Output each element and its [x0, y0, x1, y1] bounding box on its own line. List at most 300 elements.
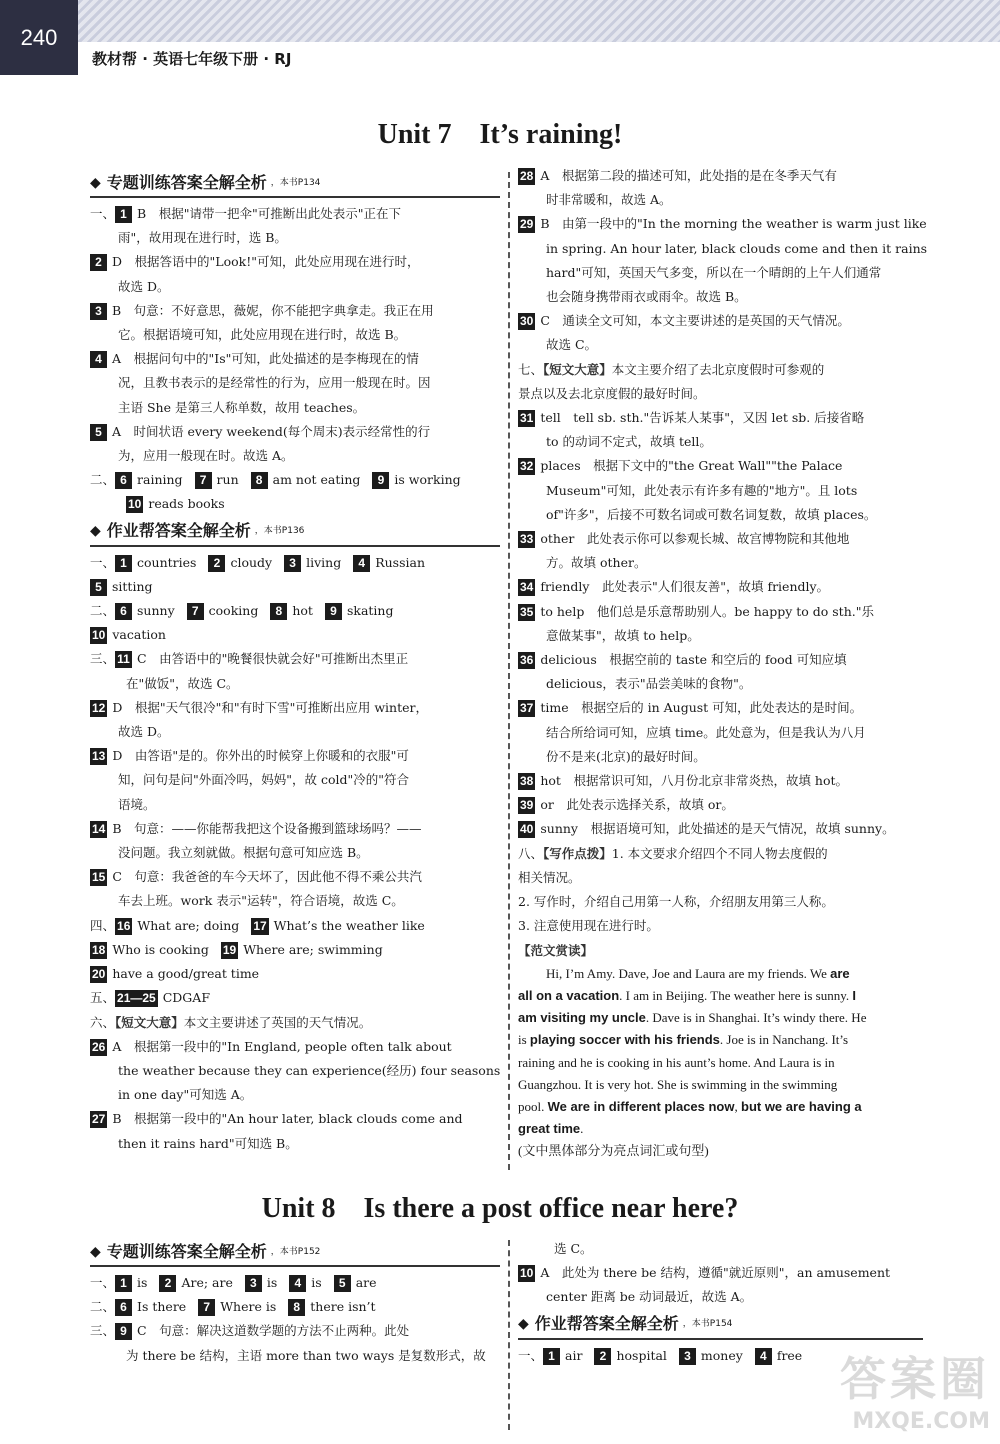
- essay-line: Hi, I’m Amy. Dave, Joe and Laura are my friends. We are: [546, 965, 850, 981]
- question-number: 5: [334, 1275, 351, 1292]
- answer-text: to 的动词不定式，故填 tell。: [546, 434, 712, 450]
- answer-text: sunny 根据语境可知，此处描述的是天气情况，故填 sunny。: [540, 821, 895, 837]
- diamond-icon: ◆: [518, 1316, 529, 1333]
- answer-line: [90, 1035, 500, 1059]
- watermark-logo: 答案圈: [840, 1352, 990, 1406]
- answer-line: [90, 768, 500, 792]
- answer-text: D 根据答语中的"Look!"可知，此处应用现在进行时，: [112, 254, 420, 270]
- model-essay: [518, 963, 923, 1163]
- answer-text: What’s the weather like: [273, 917, 425, 933]
- question-number: 29: [520, 217, 534, 232]
- answer-text: have a good/great time: [112, 966, 260, 982]
- highlight-phrase: great time: [518, 1121, 581, 1137]
- question-number: 6: [115, 472, 132, 489]
- question-number: 40: [520, 822, 534, 837]
- question-number: 5: [90, 579, 107, 596]
- answer-line: [518, 721, 923, 745]
- answer-line: [518, 551, 923, 575]
- question-number: 8: [270, 603, 287, 620]
- tag-label: 【范文赏读】: [518, 942, 594, 958]
- answer-text: is: [266, 1275, 278, 1290]
- watermark-url: MXQE.COM: [852, 1409, 990, 1434]
- question-number: 16: [117, 918, 131, 933]
- essay-line: Guangzhou. It is very hot. She is swimming in the swimming: [518, 1076, 838, 1092]
- answer-line: [518, 648, 923, 672]
- answer-line: [518, 430, 923, 454]
- answer-text: countries: [137, 554, 197, 570]
- section-title: 作业帮答案全解全析: [534, 1314, 679, 1334]
- answer-line: [518, 1237, 923, 1261]
- question-number: 4: [289, 1275, 306, 1292]
- answer-text: 也会随身携带雨衣或雨伞。故选 B。: [546, 289, 747, 305]
- answer-line: [518, 939, 923, 963]
- answer-text: 为，应用一般现在时。故选 A。: [118, 448, 294, 464]
- question-number: 34: [520, 580, 534, 595]
- question-number: 18: [92, 942, 106, 957]
- question-number: 2: [159, 1275, 176, 1292]
- answer-text: B 根据"请带一把伞"可推断出此处表示"正在下: [137, 206, 401, 221]
- question-number: 36: [520, 653, 534, 668]
- question-number: 7: [198, 1299, 215, 1316]
- highlight-phrase: all on a vacation: [518, 987, 620, 1003]
- answer-line: [518, 261, 923, 285]
- answer-line: [518, 285, 923, 309]
- part-label: 二、: [90, 603, 116, 619]
- question-number: 39: [520, 798, 534, 813]
- answer-text: C 由答语中的"晚餐很快就会好"可推断出杰里正: [137, 651, 409, 667]
- answer-text: in spring. An hour later, black clouds come and then it rains: [546, 240, 928, 256]
- answer-line: [518, 1285, 923, 1309]
- answer-text: vacation: [112, 627, 166, 643]
- answer-line: [518, 237, 928, 261]
- answer-text: B 根据第一段中的"An hour later, black clouds come and: [112, 1111, 463, 1127]
- answer-line: [90, 623, 500, 647]
- answer-line: [90, 1319, 500, 1343]
- answer-text: 景点以及去北京度假的最好时间。: [518, 385, 706, 401]
- answer-line: [90, 1295, 500, 1319]
- answer-line: [90, 444, 500, 468]
- watermark: [840, 1343, 990, 1434]
- section-title: 作业帮答案全解全析: [106, 521, 251, 541]
- answer-line: [90, 1083, 500, 1107]
- question-number: 4: [90, 351, 107, 368]
- answer-line: [518, 793, 923, 817]
- answer-text: delicious，表示"品尝美味的食物"。: [546, 676, 752, 692]
- answer-line: [90, 202, 500, 226]
- part-label: 一、: [90, 554, 116, 570]
- section-page-ref: ，本书P134: [270, 177, 321, 188]
- essay-line: am visiting my uncle. Dave is in Shanghai. It’s windy there. He: [518, 1010, 867, 1026]
- answer-text: 它。根据语境可知，此处应用现在进行时，故选 B。: [118, 327, 407, 343]
- question-number: 37: [520, 701, 534, 716]
- column-divider-2: [508, 1240, 510, 1430]
- answer-text: sitting: [112, 578, 153, 594]
- essay-line: raining and he is cooking in his aunt’s home. And Laura is in: [518, 1054, 835, 1070]
- answer-line: [518, 600, 923, 624]
- answer-line: [518, 454, 923, 478]
- essay-line: is playing soccer with his friends. Joe is in Nanchang. It’s: [518, 1032, 849, 1048]
- unit7-right-answers: [518, 164, 928, 963]
- tag-label: 【写作点拨】: [543, 845, 612, 861]
- answer-text: A 根据第二段的描述可知，此处指的是在冬季天气有: [540, 168, 837, 183]
- answer-text: 份不是来(北京)的最好时间。: [546, 748, 706, 764]
- diamond-icon: ◆: [90, 1243, 101, 1260]
- answer-line: [90, 841, 500, 865]
- answer-text: 在"做饭"，故选 C。: [126, 675, 239, 691]
- part-label: 七、: [518, 361, 544, 377]
- question-number: 14: [92, 821, 106, 836]
- answer-text: raining: [137, 472, 183, 488]
- question-number: 33: [520, 532, 534, 547]
- answer-text: 本文主要介绍了去北京度假时可参观的: [611, 361, 825, 377]
- answer-line: [518, 890, 923, 914]
- answer-text: CDGAF: [162, 990, 210, 1006]
- answer-text: B 句意：——你能帮我把这个设备搬到篮球场吗？——: [112, 820, 422, 836]
- answer-text: center 距离 be 动词最近，故选 A。: [546, 1289, 753, 1305]
- essay-line: great time.: [518, 1121, 584, 1137]
- answer-text: B 句意：不好意思，薇妮，你不能把字典拿走。我正在用: [112, 302, 434, 318]
- answer-text: A 时间状语 every weekend(每个周末)表示经常性的行: [112, 423, 431, 439]
- answer-text: Who is cooking: [112, 941, 209, 957]
- tag-label: 【短文大意】: [115, 1014, 184, 1030]
- question-number: 10: [92, 628, 106, 643]
- question-number: 21—25: [117, 991, 156, 1006]
- question-number: 19: [222, 942, 237, 957]
- answer-line: [518, 575, 923, 599]
- answer-line: [90, 1059, 500, 1083]
- part-label: 二、: [90, 1299, 116, 1315]
- answer-text: tell tell sb. sth."告诉某人某事"，又因 let sb. 后接省略: [540, 410, 865, 426]
- answer-line: [90, 599, 500, 623]
- answer-text: Museum"可知，此处表示有许多有趣的"地方"。且 lots: [546, 482, 858, 498]
- answer-line: [90, 986, 500, 1010]
- answer-text: 意做某事"，故填 to help。: [546, 627, 700, 643]
- answer-text: hard"可知，英国天气多变，所以在一个晴朗的上午人们通常: [546, 264, 882, 280]
- part-label: 一、: [90, 1275, 116, 1290]
- answer-line: [90, 672, 500, 696]
- question-number: 31: [520, 411, 534, 426]
- answer-text: is working: [394, 472, 461, 488]
- answer-text: money: [700, 1347, 743, 1363]
- answer-text: 2. 写作时，介绍自己用第一人称，介绍朋友用第三人称。: [518, 894, 834, 910]
- section-heading: [518, 1312, 923, 1340]
- question-number: 7: [195, 472, 212, 489]
- answer-text: C 句意：解决这道数学题的方法不止两种。此处: [137, 1323, 410, 1339]
- answer-text: C 通读全文可知，本文主要讲述的是英国的天气情况。: [540, 313, 850, 329]
- answer-line: [518, 842, 923, 866]
- answer-line: [518, 817, 923, 841]
- part-label: 三、: [90, 651, 116, 667]
- answer-text: the weather because they can experience(经历) four seasons: [118, 1062, 501, 1078]
- answer-text: is: [311, 1275, 322, 1290]
- answer-line: [90, 396, 500, 420]
- answer-line: [518, 527, 923, 551]
- answer-line: [90, 914, 500, 938]
- answer-text: C 句意：我爸爸的车今天坏了，因此他不得不乘公共汽: [112, 869, 422, 885]
- question-number: 7: [187, 603, 204, 620]
- answer-text: friendly 此处表示"人们很友善"，故填 friendly。: [540, 579, 830, 595]
- answer-text: air: [565, 1347, 583, 1363]
- answer-line: [90, 647, 500, 671]
- answer-line: [518, 188, 923, 212]
- answer-line: [90, 299, 500, 323]
- answer-text: of"许多"，后接不可数名词或可数名词复数，故填 places。: [546, 506, 877, 522]
- answer-line: [518, 672, 923, 696]
- unit7-right-column: [518, 164, 928, 1163]
- essay-line: all on a vacation. I am in Beijing. The weather here is sunny. I: [518, 987, 857, 1003]
- answer-line: [90, 1271, 500, 1295]
- answer-text: A 根据问句中的"Is"可知，此处描述的是李梅现在的情: [112, 351, 419, 367]
- answer-text: living: [306, 554, 342, 570]
- answer-line: [90, 250, 500, 274]
- answer-text: 雨"，故用现在进行时，选 B。: [118, 230, 287, 246]
- answer-text: Is there: [137, 1299, 187, 1315]
- question-number: 1: [543, 1348, 560, 1365]
- part-label: 六、: [90, 1014, 116, 1030]
- answer-text: Where are; swimming: [243, 941, 383, 957]
- question-number: 3: [284, 555, 301, 572]
- answer-line: [518, 745, 923, 769]
- unit7-title: Unit 7 It’s raining!: [377, 119, 623, 150]
- essay-line: (文中黑体部分为亮点词汇或句型): [518, 1143, 709, 1159]
- section-title: 专题训练答案全解全析: [106, 1241, 267, 1261]
- part-label: 一、: [518, 1347, 544, 1363]
- question-number: 10: [520, 1266, 534, 1281]
- answer-text: 选 C。: [554, 1241, 593, 1256]
- answer-line: [90, 720, 500, 744]
- answer-line: [90, 226, 500, 250]
- highlight-phrase: are: [830, 965, 850, 981]
- answer-line: [90, 420, 500, 444]
- answer-text: 3. 注意使用现在进行时。: [518, 918, 659, 934]
- question-number: 8: [251, 472, 268, 489]
- question-number: 10: [128, 497, 142, 512]
- answer-line: [518, 696, 923, 720]
- question-number: 1: [115, 1275, 132, 1292]
- question-number: 38: [520, 774, 534, 789]
- answer-line: [518, 503, 923, 527]
- answer-line: [518, 358, 923, 382]
- section-page-ref: ，本书P136: [254, 526, 305, 537]
- question-number: 2: [90, 254, 107, 271]
- answer-text: then it rains hard"可知选 B。: [118, 1135, 298, 1151]
- section-title: 专题训练答案全解全析: [106, 172, 267, 192]
- part-label: 一、: [90, 206, 116, 221]
- answer-text: Where is: [220, 1299, 277, 1315]
- answer-text: cooking: [208, 603, 259, 619]
- answer-line: [518, 164, 923, 188]
- section-page-ref: ，本书P152: [270, 1246, 321, 1257]
- answer-line: [90, 938, 500, 962]
- answer-line: [518, 479, 923, 503]
- page-number: 240: [0, 0, 78, 75]
- question-number: 9: [325, 603, 342, 620]
- answer-line: [90, 551, 500, 575]
- part-label: 三、: [90, 1323, 116, 1339]
- answer-text: free: [776, 1347, 803, 1363]
- answer-line: [90, 1011, 500, 1035]
- answer-line: [518, 309, 923, 333]
- answer-text: hot 根据常识可知，八月份北京非常炎热，故填 hot。: [540, 773, 849, 789]
- answer-text: sunny: [137, 603, 175, 619]
- answer-line: [90, 889, 500, 913]
- highlight-phrase: am visiting my uncle: [518, 1010, 646, 1026]
- answer-line: [90, 492, 500, 516]
- answer-text: 方。故填 other。: [546, 555, 647, 571]
- question-number: 32: [520, 459, 534, 474]
- answer-line: [518, 914, 923, 938]
- answer-text: am not eating: [272, 472, 361, 488]
- answer-line: [90, 371, 500, 395]
- answer-text: Are; are: [181, 1275, 233, 1290]
- question-number: 3: [90, 303, 107, 320]
- answer-text: 况，且教书表示的是经常性的行为，应用一般现在时。因: [118, 375, 431, 391]
- answer-text: hospital: [616, 1347, 667, 1363]
- answer-text: cloudy: [230, 554, 273, 570]
- answer-line: [90, 1132, 500, 1156]
- answer-text: are: [355, 1275, 377, 1290]
- question-number: 30: [520, 314, 534, 329]
- answer-line: [518, 212, 927, 236]
- answer-line: [518, 406, 923, 430]
- question-number: 11: [115, 651, 132, 668]
- question-number: 17: [253, 918, 267, 933]
- highlight-phrase: but we are having a: [741, 1098, 862, 1114]
- question-number: 27: [92, 1112, 106, 1127]
- question-number: 1: [115, 555, 132, 572]
- answer-line: [518, 382, 923, 406]
- question-number: 2: [594, 1348, 611, 1365]
- unit8-title: Unit 8 Is there a post office near here?: [261, 1193, 739, 1224]
- question-number: 28: [520, 169, 534, 183]
- answer-line: [90, 1344, 500, 1368]
- answer-text: run: [216, 472, 239, 488]
- answer-text: is: [137, 1275, 148, 1290]
- answer-text: in one day"可知选 A。: [118, 1087, 253, 1103]
- answer-line: [90, 1107, 500, 1131]
- book-title: 教材帮 · 英语七年级下册 · RJ: [78, 42, 1000, 75]
- answer-text: or 此处表示选择关系，故填 or。: [540, 797, 734, 813]
- answer-text: time 根据空后的 in August 可知，此处表达的是时间。: [540, 700, 863, 716]
- answer-line: [518, 333, 923, 357]
- answer-line: [518, 769, 923, 793]
- question-number: 26: [92, 1039, 106, 1054]
- answer-line: [90, 865, 500, 889]
- answer-line: [90, 275, 500, 299]
- answer-text: 车去上班。work 表示"运转"，符合语境，故选 C。: [118, 893, 404, 909]
- answer-line: [90, 793, 500, 817]
- answer-text: to help 他们总是乐意帮助别人。be happy to do sth."乐: [540, 603, 874, 619]
- column-divider: [508, 172, 510, 1170]
- answer-text: there isn’t: [310, 1299, 376, 1315]
- question-number: 6: [115, 603, 132, 620]
- answer-line: [518, 624, 923, 648]
- answer-text: What are; doing: [137, 917, 240, 933]
- answer-text: 没问题。我立刻就做。根据句意可知应选 B。: [118, 845, 369, 861]
- question-number: 20: [92, 967, 106, 982]
- essay-line: pool. We are in different places now, but we are having a: [518, 1098, 862, 1114]
- answer-text: other 此处表示你可以参观长城、故宫博物院和其他地: [540, 531, 850, 547]
- answer-text: D 由答语"是的。你外出的时候穿上你暖和的衣服"可: [112, 748, 409, 764]
- answer-text: 语境。: [118, 796, 156, 812]
- section-heading: [90, 519, 500, 547]
- question-number: 9: [372, 472, 389, 489]
- answer-text: 结合所给词可知，应填 time。此处意为，但是我认为八月: [546, 724, 866, 740]
- answer-text: places 根据下文中的"the Great Wall""the Palace: [540, 458, 843, 474]
- question-number: 6: [115, 1299, 132, 1316]
- question-number: 2: [208, 555, 225, 572]
- answer-line: [90, 323, 500, 347]
- answer-line: [518, 1261, 923, 1285]
- answer-text: A 根据第一段中的"In England, people often talk about: [112, 1038, 452, 1054]
- answer-text: A 此处为 there be 结构，遵循"就近原则"，an amusement: [540, 1265, 891, 1281]
- section-page-ref: ，本书P154: [682, 1319, 733, 1330]
- question-number: 8: [288, 1299, 305, 1316]
- diamond-icon: ◆: [90, 174, 101, 191]
- section-heading: [90, 1239, 500, 1267]
- answer-line: [90, 575, 500, 599]
- part-label: 二、: [90, 472, 116, 488]
- answer-text: reads books: [148, 496, 225, 512]
- highlight-phrase: I: [852, 987, 857, 1003]
- section-heading: [90, 170, 500, 198]
- answer-line: [90, 347, 500, 371]
- question-number: 15: [92, 870, 106, 885]
- answer-text: 知，问句是问"外面冷吗，妈妈"，故 cold"冷的"符合: [118, 772, 409, 788]
- answer-line: [90, 468, 500, 492]
- part-label: 八、: [518, 845, 544, 861]
- question-number: 1: [115, 206, 132, 223]
- answer-line: [90, 696, 500, 720]
- answer-text: 为 there be 结构，主语 more than two ways 是复数形式，故: [126, 1347, 486, 1363]
- answer-text: B 由第一段中的"In the morning the weather is warm just like: [540, 216, 927, 232]
- answer-line: [518, 866, 923, 890]
- question-number: 4: [353, 555, 370, 572]
- question-number: 9: [115, 1323, 132, 1340]
- part-label: 四、: [90, 917, 116, 933]
- question-number: 4: [755, 1348, 772, 1365]
- question-number: 5: [90, 424, 107, 441]
- answer-text: 相关情况。: [518, 869, 581, 885]
- answer-text: D 根据"天气很冷"和"有时下雪"可推断出应用 winter，: [112, 699, 428, 715]
- answer-text: delicious 根据空前的 taste 和空后的 food 可知应填: [540, 652, 847, 668]
- question-number: 12: [92, 700, 106, 715]
- answer-text: 故选 C。: [546, 337, 598, 353]
- answer-text: hot: [292, 603, 313, 619]
- answer-line: [90, 962, 500, 986]
- highlight-phrase: We are in different places now: [547, 1098, 735, 1114]
- answer-line: [90, 817, 500, 841]
- answer-text: 故选 D。: [118, 724, 170, 740]
- answer-text: 时非常暖和，故选 A。: [546, 192, 672, 208]
- answer-line: [90, 744, 500, 768]
- unit8-left-column: [90, 1237, 500, 1368]
- answer-text: 1. 本文要求介绍四个不同人物去度假的: [611, 845, 828, 861]
- answer-text: 主语 She 是第三人称单数，故用 teaches。: [118, 399, 366, 415]
- diamond-icon: ◆: [90, 523, 101, 540]
- part-label: 五、: [90, 990, 116, 1006]
- question-number: 13: [92, 749, 106, 764]
- question-number: 3: [245, 1275, 262, 1292]
- question-number: 3: [679, 1348, 696, 1365]
- answer-text: Russian: [375, 554, 425, 570]
- answer-text: 故选 D。: [118, 278, 170, 294]
- question-number: 35: [520, 604, 534, 619]
- tag-label: 【短文大意】: [543, 361, 612, 377]
- highlight-phrase: playing soccer with his friends: [529, 1032, 720, 1048]
- unit7-left-column: [90, 168, 500, 1156]
- answer-text: 本文主要讲述了英国的天气情况。: [183, 1014, 372, 1030]
